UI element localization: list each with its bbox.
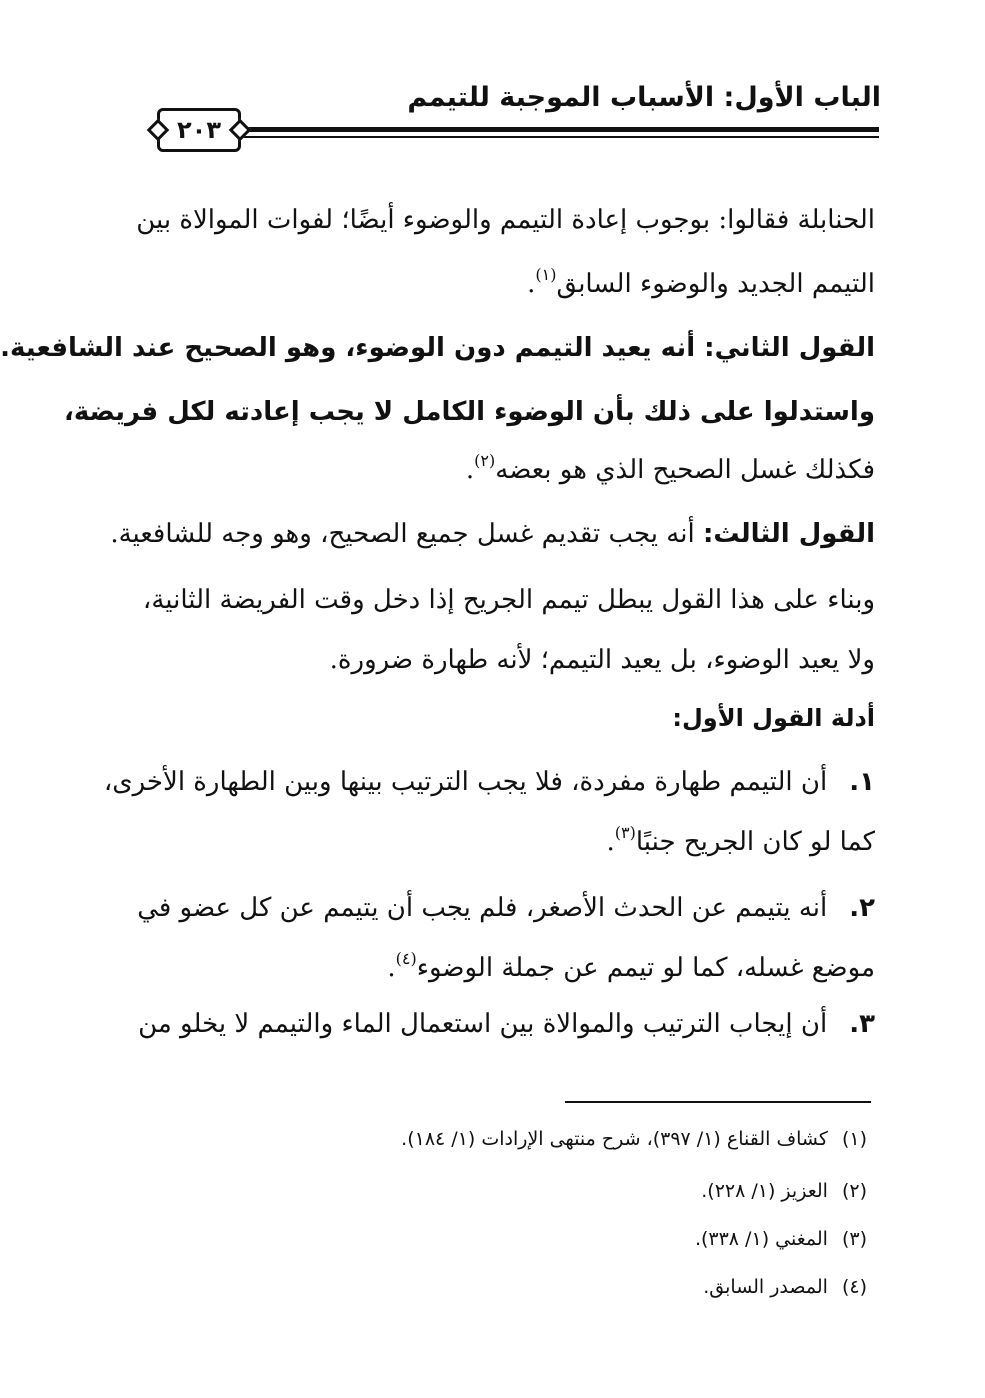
footnote-2: (٢)العزيز (١/ ٢٢٨). xyxy=(701,1180,867,1202)
footnote-ref-4[interactable]: (٤) xyxy=(395,949,417,968)
consequence-line-1: وبناء على هذا القول يبطل تيمم الجريح إذا دخل وقت الفريضة الثانية، xyxy=(142,585,875,615)
evidence-item-1-line-1: ١.أن التيمم طهارة مفردة، فلا يجب الترتيب بينها وبين الطهارة الأخرى، xyxy=(157,752,875,812)
paragraph-1-line-1: الحنابلة فقالوا: بوجوب إعادة التيمم والوضوء أيضًا؛ لفوات الموالاة بين xyxy=(136,205,875,235)
running-header-title: الباب الأول: الأسباب الموجبة للتيمم xyxy=(407,82,881,113)
paragraph-1-line-2: التيمم الجديد والوضوء السابق$^{(١)}$. xyxy=(527,265,875,299)
second-opinion: القول الثاني: أنه يعيد التيمم دون الوضوء، وهو الصحيح عند الشافعية. xyxy=(0,333,875,363)
evidence-line-2: فكذلك غسل الصحيح الذي هو بعضه$^{(٢)}$. xyxy=(465,451,875,485)
evidence-item-2-line-2: موضع غسله، كما لو تيمم عن جملة الوضوء$^{(٤)}$. xyxy=(387,949,875,983)
evidence-item-2-line-1: ٢.أنه يتيمم عن الحدث الأصغر، فلم يجب أن يتيمم عن كل عضو في xyxy=(157,878,875,938)
item-2-number: ٢. xyxy=(849,893,875,923)
footnote-1: (١)كشاف القناع (١/ ٣٩٧)، شرح منتهى الإرادات (١/ ١٨٤). xyxy=(401,1128,867,1150)
evidence-line-1: واستدلوا على ذلك بأن الوضوء الكامل لا يجب إعادته لكل فريضة، xyxy=(63,397,875,427)
section-heading: أدلة القول الأول: xyxy=(672,704,875,732)
evidence-item-3-line-1: ٣.أن إيجاب الترتيب والموالاة بين استعمال الماء والتيمم لا يخلو من xyxy=(157,994,875,1054)
footnote-separator xyxy=(565,1101,871,1103)
item-1-number: ١. xyxy=(849,767,875,797)
third-opinion: القول الثالث: أنه يجب تقديم غسل جميع الصحيح، وهو وجه للشافعية. xyxy=(110,519,875,549)
page-number: ٢٠٣ xyxy=(177,116,221,144)
footnote-4: (٤)المصدر السابق. xyxy=(703,1276,867,1298)
page-number-badge xyxy=(157,108,241,152)
consequence-line-2: ولا يعيد الوضوء، بل يعيد التيمم؛ لأنه طهارة ضرورة. xyxy=(329,645,875,675)
second-opinion-label: القول الثاني: xyxy=(704,333,875,363)
footnote-ref-3[interactable]: (٣) xyxy=(614,823,636,842)
header-rule xyxy=(239,127,879,141)
footnote-ref-1[interactable]: (١) xyxy=(535,265,557,284)
evidence-item-1-line-2: كما لو كان الجريح جنبًا$^{(٣)}$. xyxy=(606,823,875,857)
footnote-ref-2[interactable]: (٢) xyxy=(474,451,496,470)
third-opinion-label: القول الثالث: xyxy=(702,519,875,549)
item-3-number: ٣. xyxy=(849,1009,875,1039)
footnote-3: (٣)المغني (١/ ٣٣٨). xyxy=(694,1228,867,1250)
